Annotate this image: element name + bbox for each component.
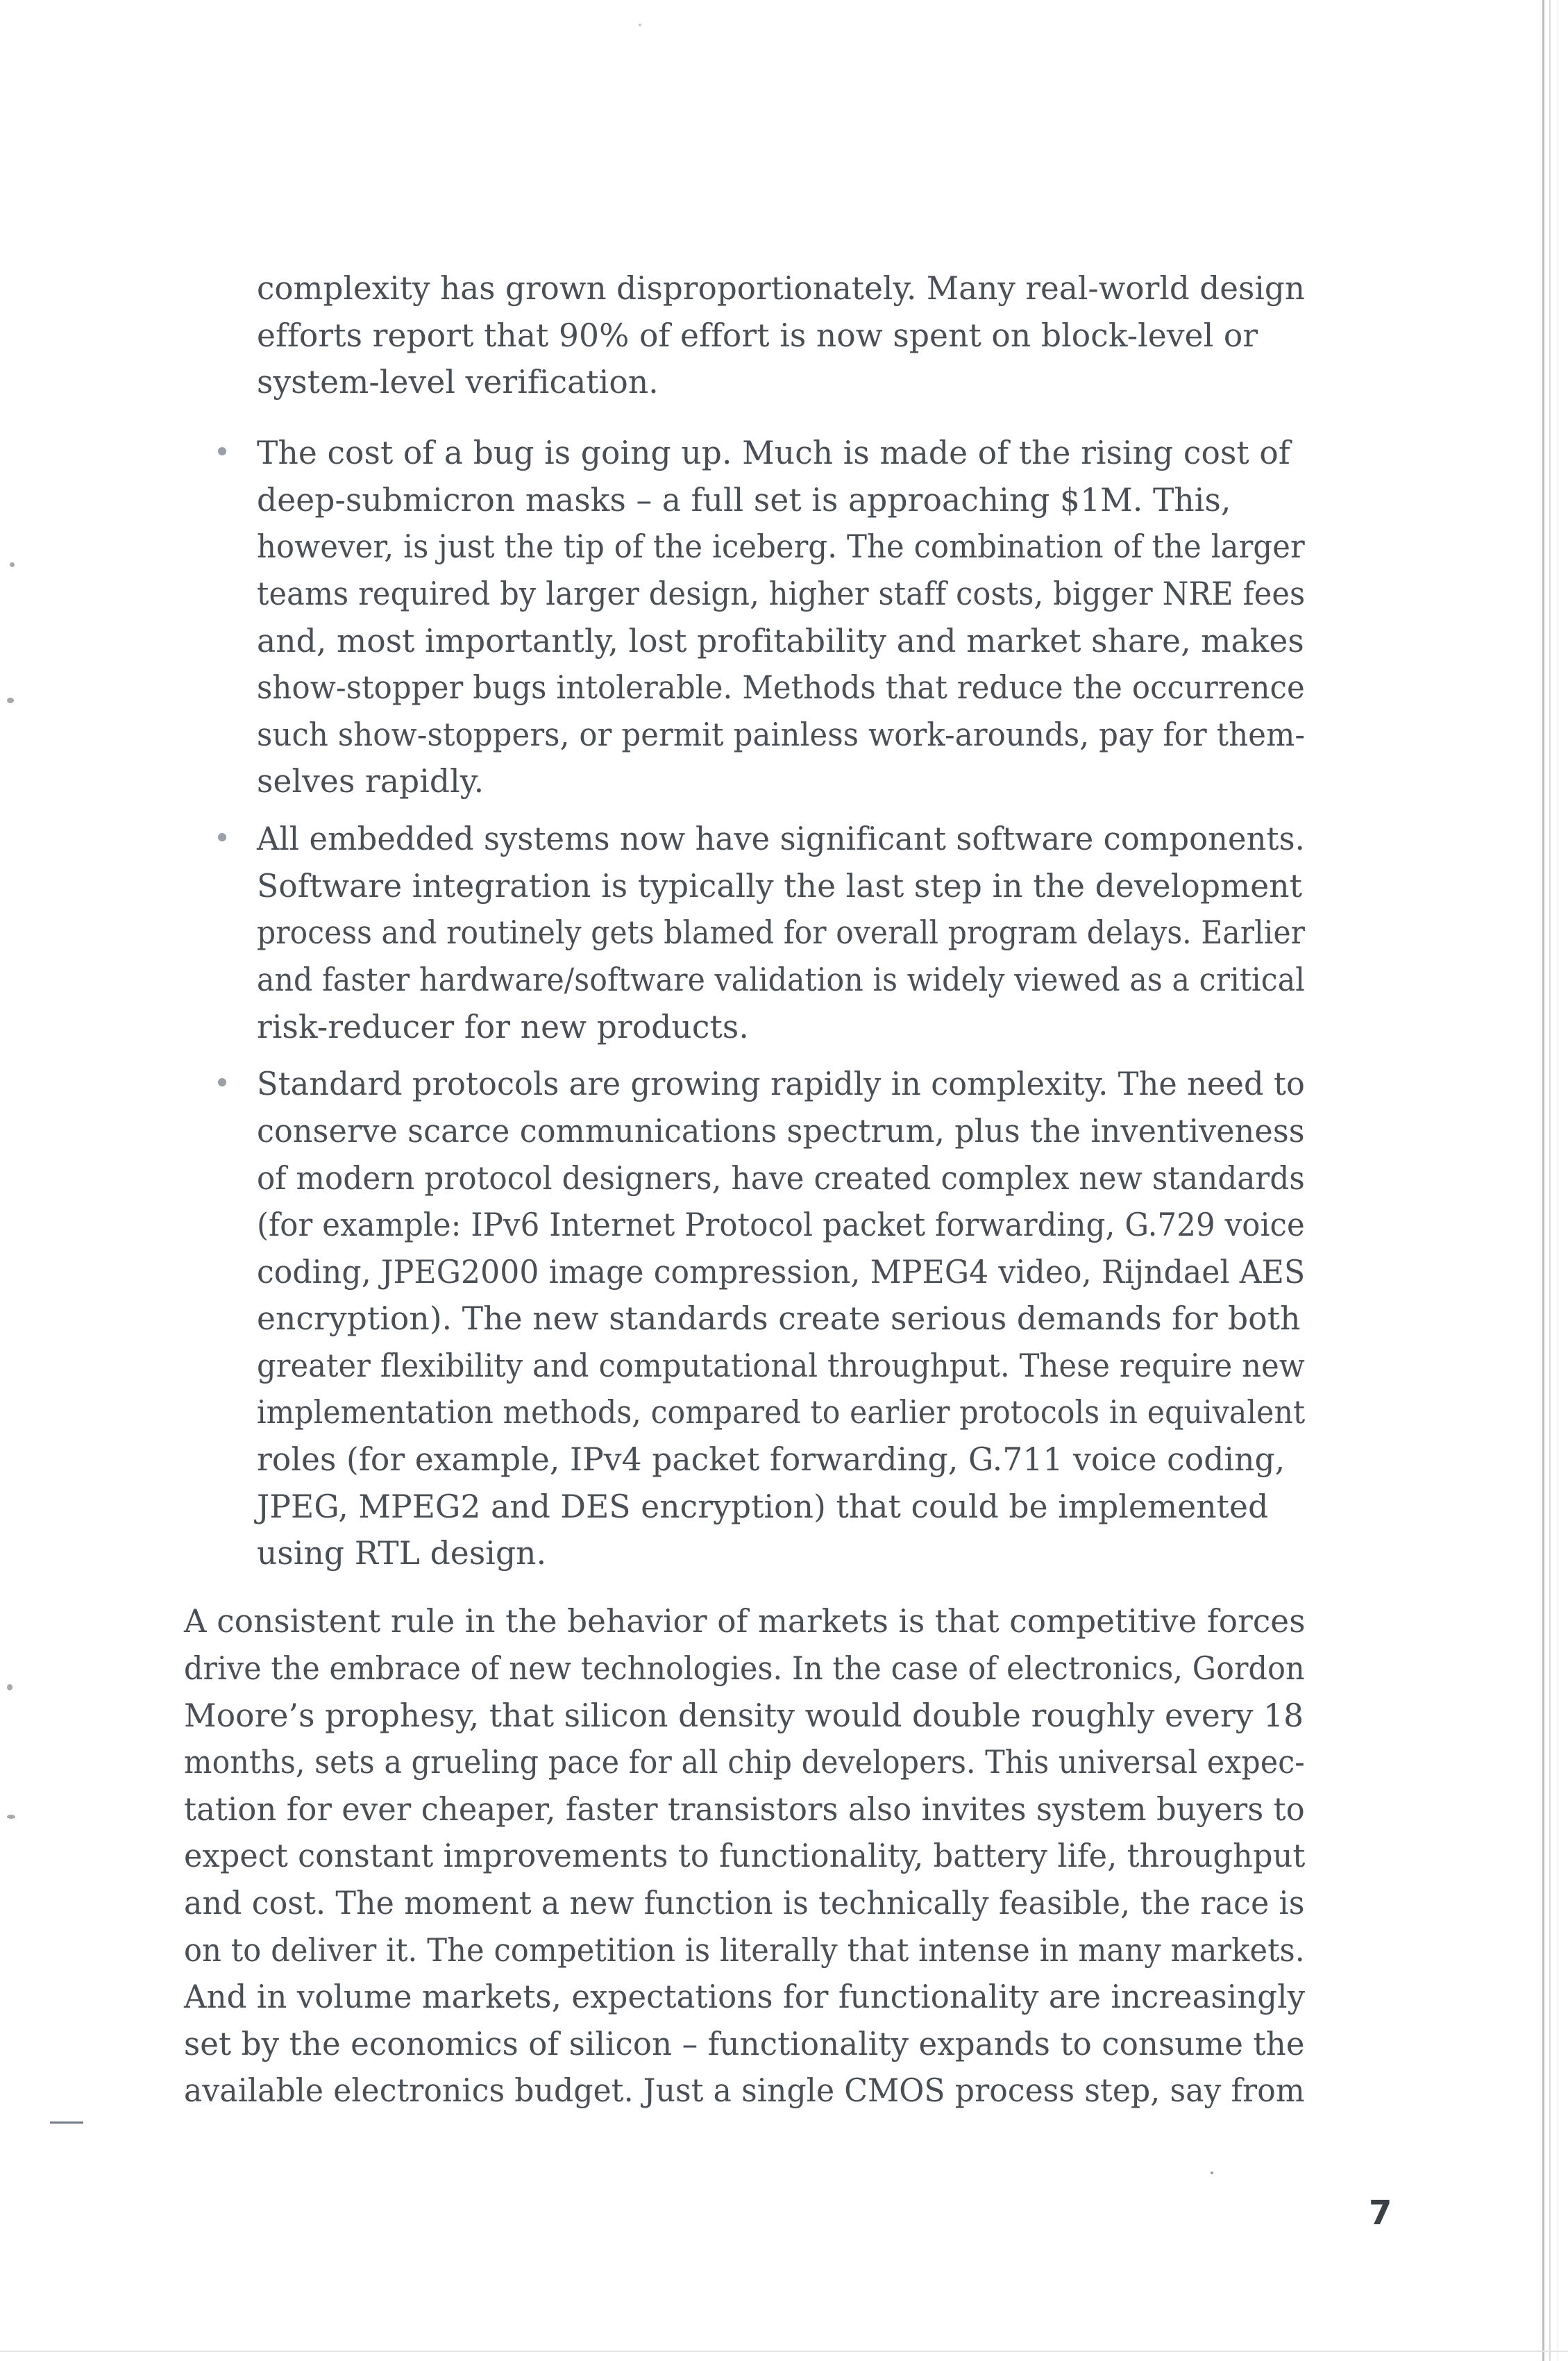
page-edge-shadow — [1549, 0, 1551, 2361]
text-line: implementation methods, compared to earlier protocols in equivalent — [257, 1394, 1306, 1431]
scan-speck — [1211, 2171, 1213, 2174]
text-line: A consistent rule in the behavior of markets is that competitive forces — [184, 1603, 1306, 1640]
bullet-dot — [218, 833, 226, 841]
text-line: risk-reducer for new products. — [257, 1009, 749, 1045]
page-bottom-edge — [0, 2351, 1568, 2352]
text-line: And in volume markets, expectations for functionality are increasingly — [184, 1978, 1306, 2015]
text-line: coding, JPEG2000 image compression, MPEG4 video, Rijndael AES — [257, 1254, 1306, 1291]
text-line: conserve scarce communications spectrum, plus the inventiveness — [257, 1113, 1305, 1150]
scan-speck — [10, 562, 15, 567]
text-line: efforts report that 90% of effort is now spent on block-level or — [257, 317, 1258, 354]
text-line: set by the economics of silicon – functionality expands to consume the — [184, 2026, 1305, 2062]
text-line: system-level verification. — [257, 364, 659, 401]
text-line: Standard protocols are growing rapidly in complexity. The need to — [257, 1066, 1305, 1102]
text-line: of modern protocol designers, have created complex new standards — [257, 1160, 1305, 1197]
text-line: such show-stoppers, or permit painless work-arounds, pay for them- — [257, 716, 1306, 753]
text-line: however, is just the tip of the iceberg. The combination of the larger — [257, 528, 1305, 565]
scan-speck — [639, 24, 641, 26]
page-edge-shadow — [1542, 0, 1544, 2361]
bullet-dot — [218, 447, 226, 455]
text-line: greater flexibility and computational throughput. These require new — [257, 1347, 1305, 1384]
scan-speck — [7, 1684, 12, 1690]
text-line: The cost of a bug is going up. Much is made of the rising cost of — [257, 435, 1290, 471]
text-line: months, sets a grueling pace for all chip developers. This universal expec- — [184, 1744, 1305, 1781]
text-line: teams required by larger design, higher staff costs, bigger NRE fees — [257, 575, 1306, 612]
text-line: roles (for example, IPv4 packet forwarding, G.711 voice coding, — [257, 1441, 1285, 1478]
text-line: drive the embrace of new technologies. In the case of electronics, Gordon — [184, 1650, 1305, 1687]
text-line: Moore’s prophesy, that silicon density would double roughly every 18 — [184, 1697, 1304, 1734]
text-line: deep-submicron masks – a full set is approaching $1M. This, — [257, 482, 1231, 519]
text-line: All embedded systems now have significant software components. — [257, 821, 1305, 857]
text-line: and faster hardware/software validation is widely viewed as a critical — [257, 961, 1305, 998]
text-line: available electronics budget. Just a single CMOS process step, say from — [184, 2072, 1305, 2109]
margin-mark — [50, 2121, 83, 2124]
text-line: using RTL design. — [257, 1535, 547, 1572]
text-line: (for example: IPv6 Internet Protocol packet forwarding, G.729 voice — [257, 1207, 1305, 1243]
text-line: selves rapidly. — [257, 763, 484, 800]
text-line: complexity has grown disproportionately. Many real-world design — [257, 270, 1305, 307]
text-line: show-stopper bugs intolerable. Methods that reduce the occurrence — [257, 669, 1305, 706]
text-line: on to deliver it. The competition is literally that intense in many markets. — [184, 1932, 1305, 1969]
scan-speck — [7, 1815, 15, 1819]
scan-speck — [7, 698, 14, 703]
text-line: Software integration is typically the last step in the development — [257, 868, 1303, 905]
text-line: JPEG, MPEG2 and DES encryption) that could be implemented — [257, 1488, 1269, 1525]
text-line: expect constant improvements to functionality, battery life, throughput — [184, 1838, 1306, 1874]
text-line: encryption). The new standards create serious demands for both — [257, 1300, 1301, 1337]
text-line: tation for ever cheaper, faster transistors also invites system buyers to — [184, 1791, 1305, 1828]
text-line: and cost. The moment a new function is technically feasible, the race is — [184, 1885, 1305, 1922]
bullet-dot — [218, 1078, 226, 1086]
text-line: and, most importantly, lost profitability and market share, makes — [257, 623, 1304, 659]
page-number: 7 — [1369, 2194, 1392, 2233]
text-line: process and routinely gets blamed for overall program delays. Earlier — [257, 914, 1306, 951]
